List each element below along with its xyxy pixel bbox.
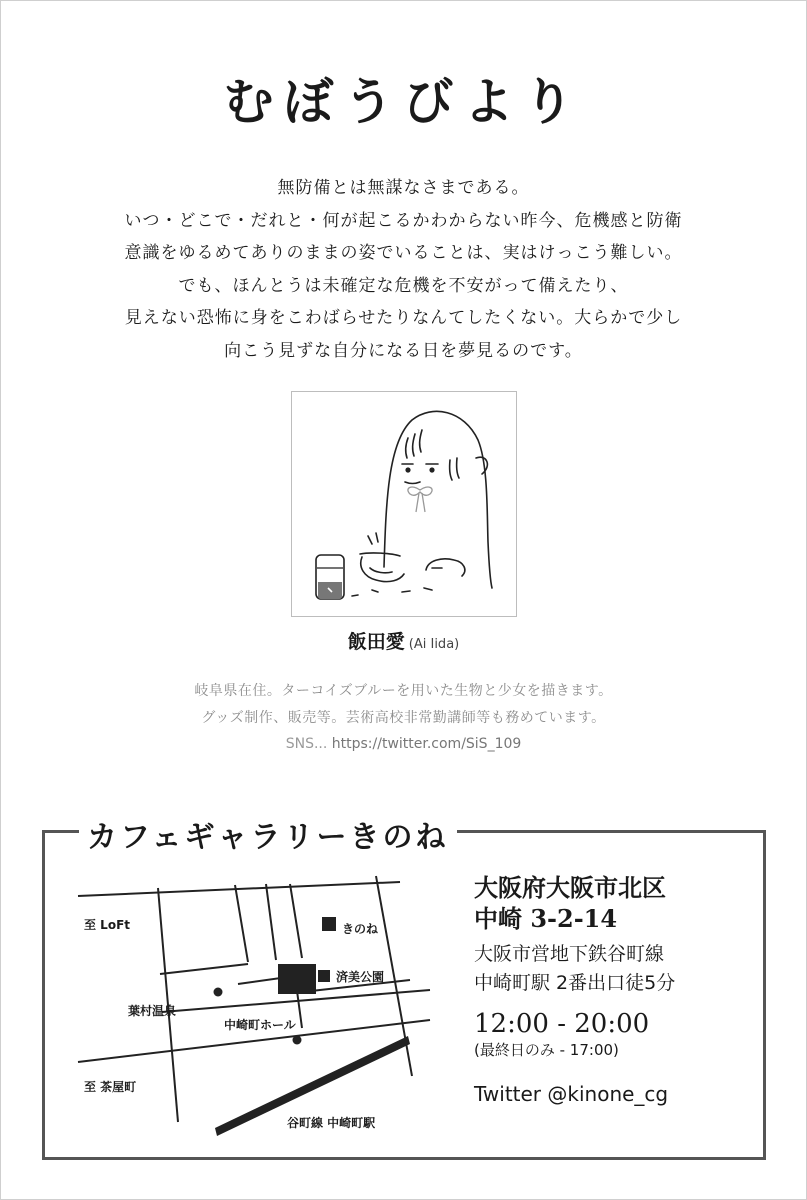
map-label-park: 済美公園 bbox=[336, 970, 385, 984]
map-label-station: 谷町線 中崎町駅 bbox=[287, 1116, 376, 1130]
map-label-to-chayamachi: 至 茶屋町 bbox=[84, 1080, 137, 1094]
map-road bbox=[266, 884, 276, 960]
bio-line: 岐阜県在住。ターコイズブルーを用いた生物と少女を描きます。 bbox=[194, 683, 613, 699]
sns-link[interactable]: https://twitter.com/SiS_109 bbox=[331, 736, 522, 752]
onsen-marker bbox=[214, 988, 223, 997]
map-label-to-loft: 至 LoFt bbox=[84, 918, 131, 932]
bio-line: グッズ制作、販売等。芸術高校非常勤講師等も務めています。 bbox=[201, 710, 606, 726]
intro-line: 無防備とは無謀なさまである。 bbox=[277, 178, 530, 198]
hall-marker bbox=[293, 1036, 302, 1045]
park-block bbox=[318, 970, 330, 982]
intro-line: 見えない恐怖に身をこわばらせたりなんてしたくない。大らかで少し bbox=[124, 308, 683, 328]
address-line: 大阪府大阪市北区 bbox=[474, 873, 666, 902]
gallery-name: カフェギャラリーきのね bbox=[79, 812, 457, 856]
ghost-girl-drawing bbox=[292, 392, 516, 616]
artist-bio bbox=[60, 678, 747, 732]
access-line: 大阪市営地下鉄谷町線 bbox=[474, 943, 665, 965]
intro-line: いつ・どこで・だれと・何が起こるかわからない昨今、危機感と防衛 bbox=[124, 210, 683, 231]
access-map bbox=[70, 860, 440, 1140]
artist-name: 飯田愛 bbox=[347, 631, 405, 653]
page-title: むぼうびより bbox=[223, 73, 584, 131]
sns-line bbox=[0, 736, 807, 752]
sns-label: SNS... bbox=[285, 736, 328, 752]
gallery-details bbox=[474, 872, 764, 1106]
intro-line: 意識をゆるめてありのままの姿でいることは、実はけっこう難しい。 bbox=[124, 243, 683, 263]
map-road bbox=[235, 885, 248, 962]
opening-hours-note: (最終日のみ - 17:00) bbox=[474, 1041, 619, 1059]
intro-text bbox=[40, 172, 767, 367]
map-road bbox=[160, 964, 248, 974]
artist-name-roman: (Ai Iida) bbox=[408, 637, 460, 652]
gallery-twitter[interactable]: Twitter @kinone_cg bbox=[474, 1082, 669, 1106]
park-block bbox=[278, 964, 316, 994]
map-road bbox=[290, 884, 302, 958]
map-label-onsen: 葉村温泉 bbox=[128, 1004, 177, 1018]
access-line: 中崎町駅 2番出口徒5分 bbox=[474, 972, 676, 994]
map-road bbox=[78, 882, 400, 896]
address-line: 中崎 3-2-14 bbox=[474, 904, 618, 933]
opening-hours: 12:00 - 20:00 bbox=[474, 1009, 650, 1039]
intro-line: でも、ほんとうは未確定な危機を不安がって備えたり、 bbox=[178, 275, 629, 296]
artist-credit bbox=[0, 627, 807, 654]
map-label-kinone: きのね bbox=[342, 922, 379, 936]
map-label-hall: 中崎町ホール bbox=[224, 1018, 296, 1032]
intro-line: 向こう見ずな自分になる日を夢見るのです。 bbox=[224, 340, 583, 361]
kinone-marker bbox=[322, 917, 336, 931]
artist-illustration bbox=[291, 391, 517, 617]
